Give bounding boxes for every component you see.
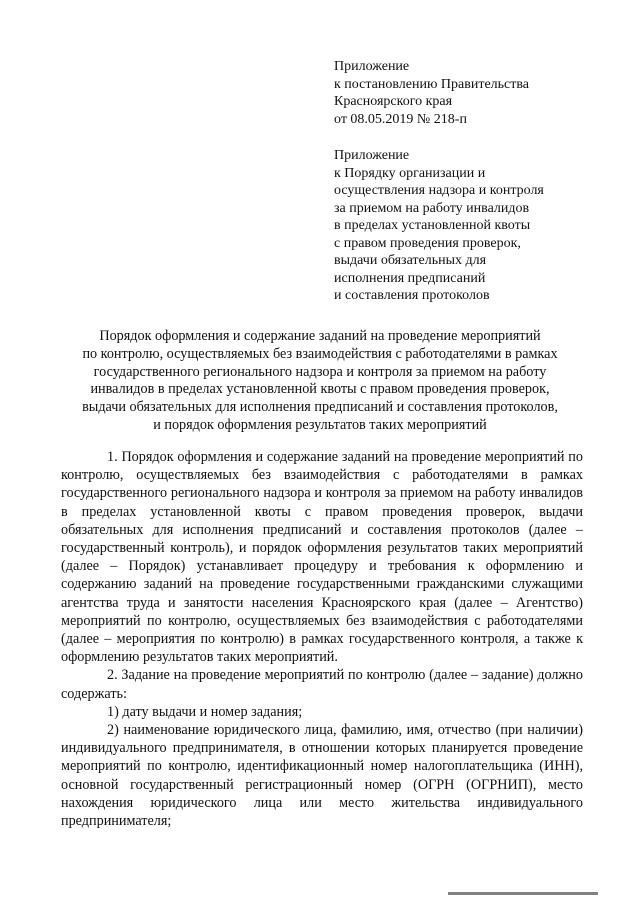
title-line: государственного регионального надзора и контроля за приемом на работу (93, 363, 547, 380)
appendix-line: от 08.05.2019 № 218-п (334, 111, 467, 127)
title-line: инвалидов в пределах установленной квоты с правом проведения проверок, (90, 381, 550, 398)
appendix-header-procedure (334, 147, 614, 305)
appendix-line: в пределах установленной квоты (334, 218, 531, 233)
scan-edge-mark (448, 892, 598, 895)
appendix-header-resolution (334, 58, 614, 128)
appendix-line: Приложение (334, 148, 410, 163)
title-line: Порядок оформления и содержание заданий на проведение мероприятий (99, 328, 541, 344)
appendix-line: Красноярского края (334, 94, 453, 109)
appendix-line: за приемом на работу инвалидов (334, 200, 530, 216)
appendix-line: к постановлению Правительства (334, 76, 530, 92)
list-item-1: 1) дату выдачи и номер задания; (107, 703, 303, 720)
document-body (61, 448, 583, 830)
appendix-line: осуществления надзора и контроля (334, 183, 544, 198)
appendix-line: к Порядку организации и (334, 165, 486, 181)
list-item-2: 2) наименование юридического лица, фамилию, имя, отчество (при наличии) индивидуального предпринимателя, в отношении которых планируется проведение мероприятий по контролю, идентификационный номер налогоплательщика (ИНН), основной государственный регистрационный номер (ОГРН (ОГРНИП), место нахождения юридического лица или место жительства индивидуального предпринимателя; (61, 722, 583, 830)
title-line: выдачи обязательных для исполнения предписаний и составления протоколов, (82, 399, 558, 416)
appendix-line: и составления протоколов (334, 288, 490, 303)
document-title (50, 328, 590, 435)
appendix-line: выдачи обязательных для (334, 253, 487, 268)
appendix-line: с правом проведения проверок, (334, 235, 521, 251)
paragraph-1: 1. Порядок оформления и содержание заданий на проведение мероприятий по контролю, осуществляемых без взаимодействия с работодателями в рамках государственного регионального надзора и контроля за приемом на работу инвалидов в пределах установленной квоты с правом проведения проверок, выдачи обязательных для исполнения предписаний и составления протоколов (далее – государственный контроль), и порядок оформления результатов таких мероприятий (далее – Порядок) устанавливает процедуру и требования к оформлению и содержанию заданий на проведение государственными гражданскими служащими агентства труда и занятости населения Красноярского края (далее – Агентство) мероприятий по контролю, осуществляемых без взаимодействия с работодателями (далее – мероприятия по контролю) в рамках государственного контроля, а также к оформлению результатов таких мероприятий. (61, 449, 583, 666)
appendix-line: исполнения предписаний (334, 270, 486, 286)
title-line: по контролю, осуществляемых без взаимодействия с работодателями в рамках (82, 345, 558, 362)
title-line: и порядок оформления результатов таких мероприятий (153, 416, 487, 433)
paragraph-2: 2. Задание на проведение мероприятий по контролю (далее – задание) должно содержать: (61, 667, 583, 702)
appendix-line: Приложение (334, 59, 410, 74)
